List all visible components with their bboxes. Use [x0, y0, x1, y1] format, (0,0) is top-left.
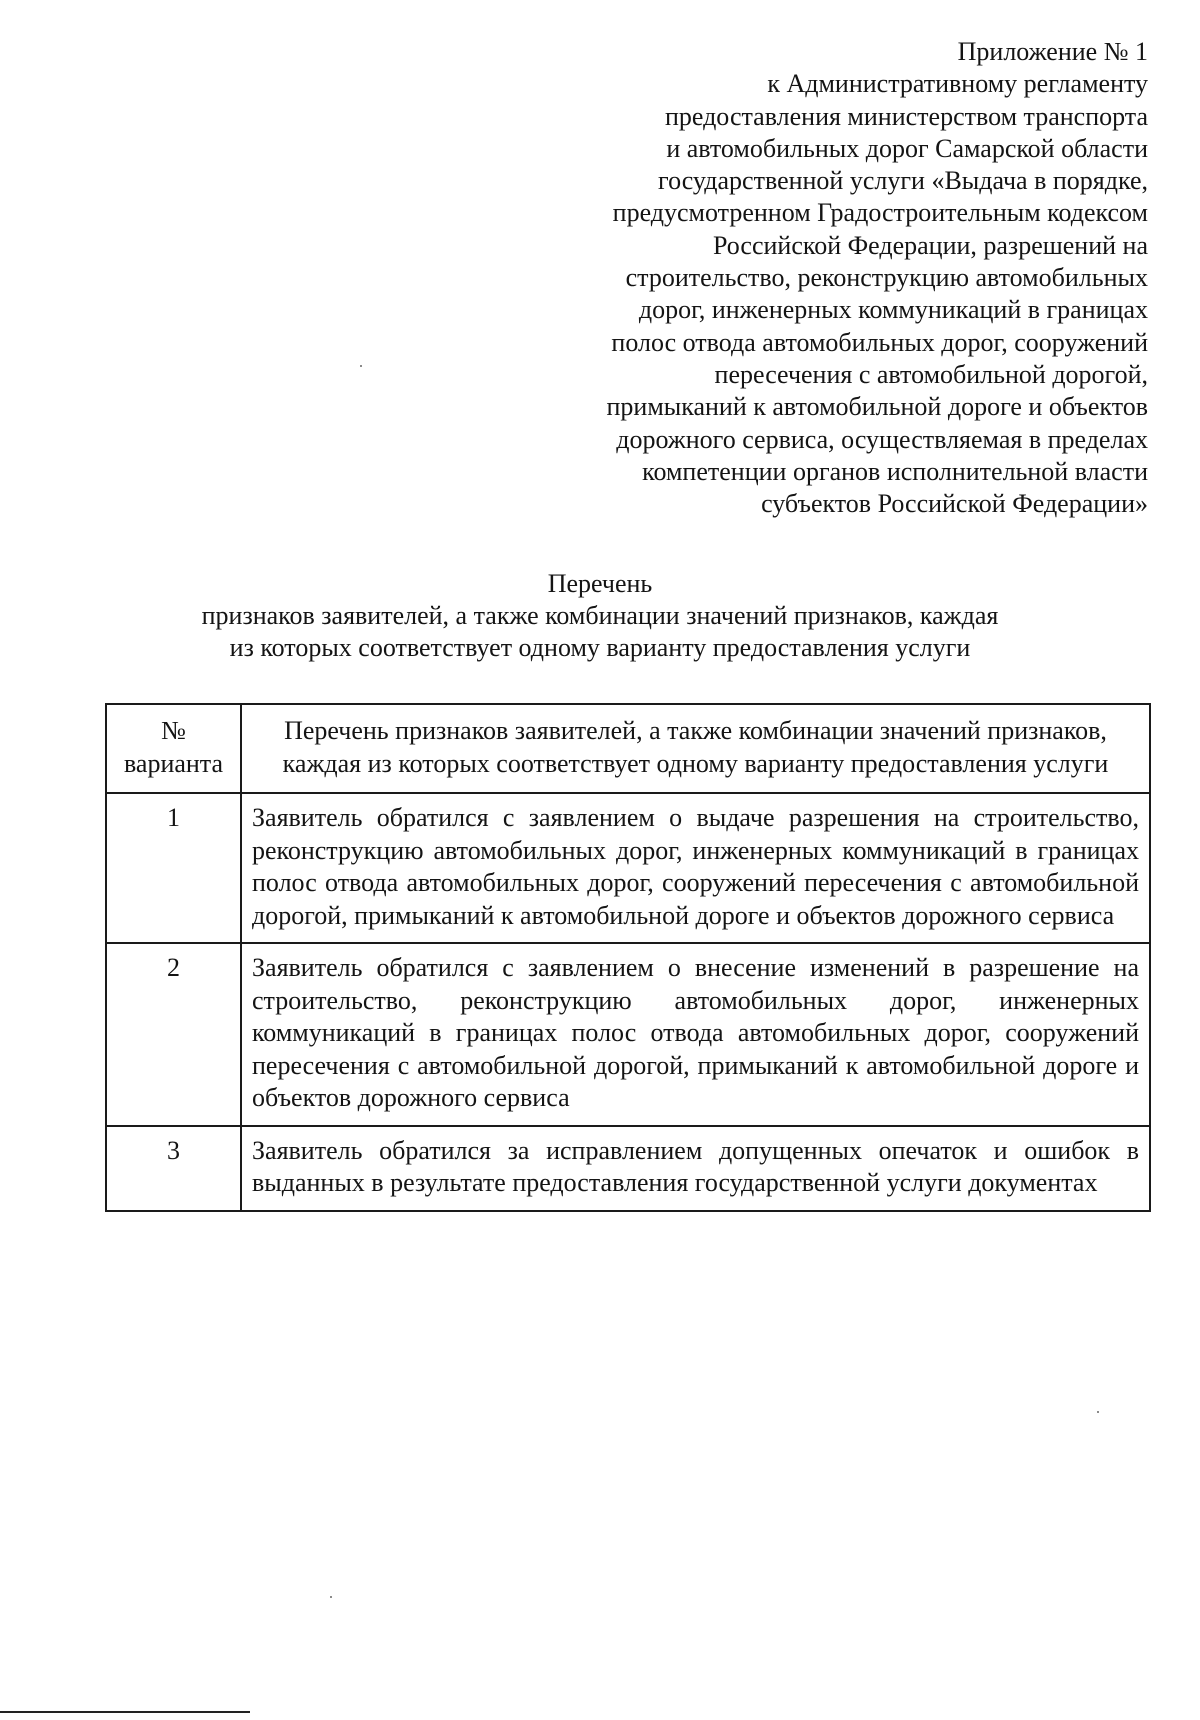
appendix-line: государственной услуги «Выдача в порядке,	[658, 166, 1148, 196]
appendix-line: субъектов Российской Федерации»	[761, 489, 1148, 519]
title-subtitle-line: из которых соответствует одному варианту предоставления услуги	[229, 633, 971, 662]
title-subtitle-line: признаков заявителей, а также комбинации значений признаков, каждая	[201, 601, 999, 630]
scan-speck	[330, 1596, 332, 1598]
table-row	[106, 793, 1150, 943]
appendix-line: строительство, реконструкцию автомобильных	[625, 263, 1148, 293]
variants-table	[105, 703, 1151, 1212]
table-row	[106, 1126, 1150, 1211]
appendix-line: дорожного сервиса, осуществляемая в пределах	[616, 424, 1148, 454]
appendix-line: полос отвода автомобильных дорог, сооружений	[611, 327, 1148, 357]
appendix-line: Российской Федерации, разрешений на	[712, 230, 1148, 260]
appendix-line: предоставления министерством транспорта	[664, 101, 1148, 131]
appendix-header	[508, 36, 1148, 520]
header-description: Перечень признаков заявителей, а также комбинации значений признаков, каждая из которых соответствует одному варианту предоставления услуги	[241, 704, 1150, 793]
appendix-line: примыканий к автомобильной дороге и объектов	[606, 392, 1148, 422]
variant-number: 2	[106, 943, 241, 1126]
variant-description: Заявитель обратился за исправлением допущенных опечаток и ошибок в выданных в результате предоставления государственной услуги документах	[241, 1126, 1150, 1211]
table-header-row	[106, 704, 1150, 793]
appendix-line: Приложение № 1	[957, 37, 1148, 66]
document-title	[100, 568, 1100, 664]
variant-description: Заявитель обратился с заявлением о выдаче разрешения на строительство, реконструкцию автомобильных дорог, инженерных коммуникаций в границах полос отвода автомобильных дорог, сооружений пересечения с автомобильной дорогой, примыканий к автомобильной дороге и объектов дорожного сервиса	[241, 793, 1150, 943]
variant-number: 1	[106, 793, 241, 943]
variant-label: варианта	[123, 748, 224, 778]
appendix-line: и автомобильных дорог Самарской области	[666, 133, 1148, 163]
variant-number: 3	[106, 1126, 241, 1211]
appendix-line: пересечения с автомобильной дорогой,	[714, 359, 1148, 389]
appendix-line: к Административному регламенту	[767, 69, 1148, 99]
scan-speck	[1097, 1411, 1099, 1413]
appendix-line: дорог, инженерных коммуникаций в границах	[638, 295, 1148, 325]
number-sign: №	[161, 716, 186, 745]
header-variant-number	[106, 704, 241, 793]
title-heading: Перечень	[547, 569, 653, 598]
scan-speck	[360, 365, 362, 367]
table-row	[106, 943, 1150, 1126]
variant-description: Заявитель обратился с заявлением о внесение изменений в разрешение на строительство, реконструкцию автомобильных дорог, инженерных коммуникаций в границах полос отвода автомобильных дорог, сооружений пересечения с автомобильной дорогой, примыканий к автомобильной дороге и объектов дорожного сервиса	[241, 943, 1150, 1126]
appendix-line: предусмотренном Градостроительным кодексом	[612, 198, 1148, 228]
bottom-rule	[0, 1711, 250, 1713]
appendix-line: компетенции органов исполнительной власти	[642, 456, 1148, 486]
